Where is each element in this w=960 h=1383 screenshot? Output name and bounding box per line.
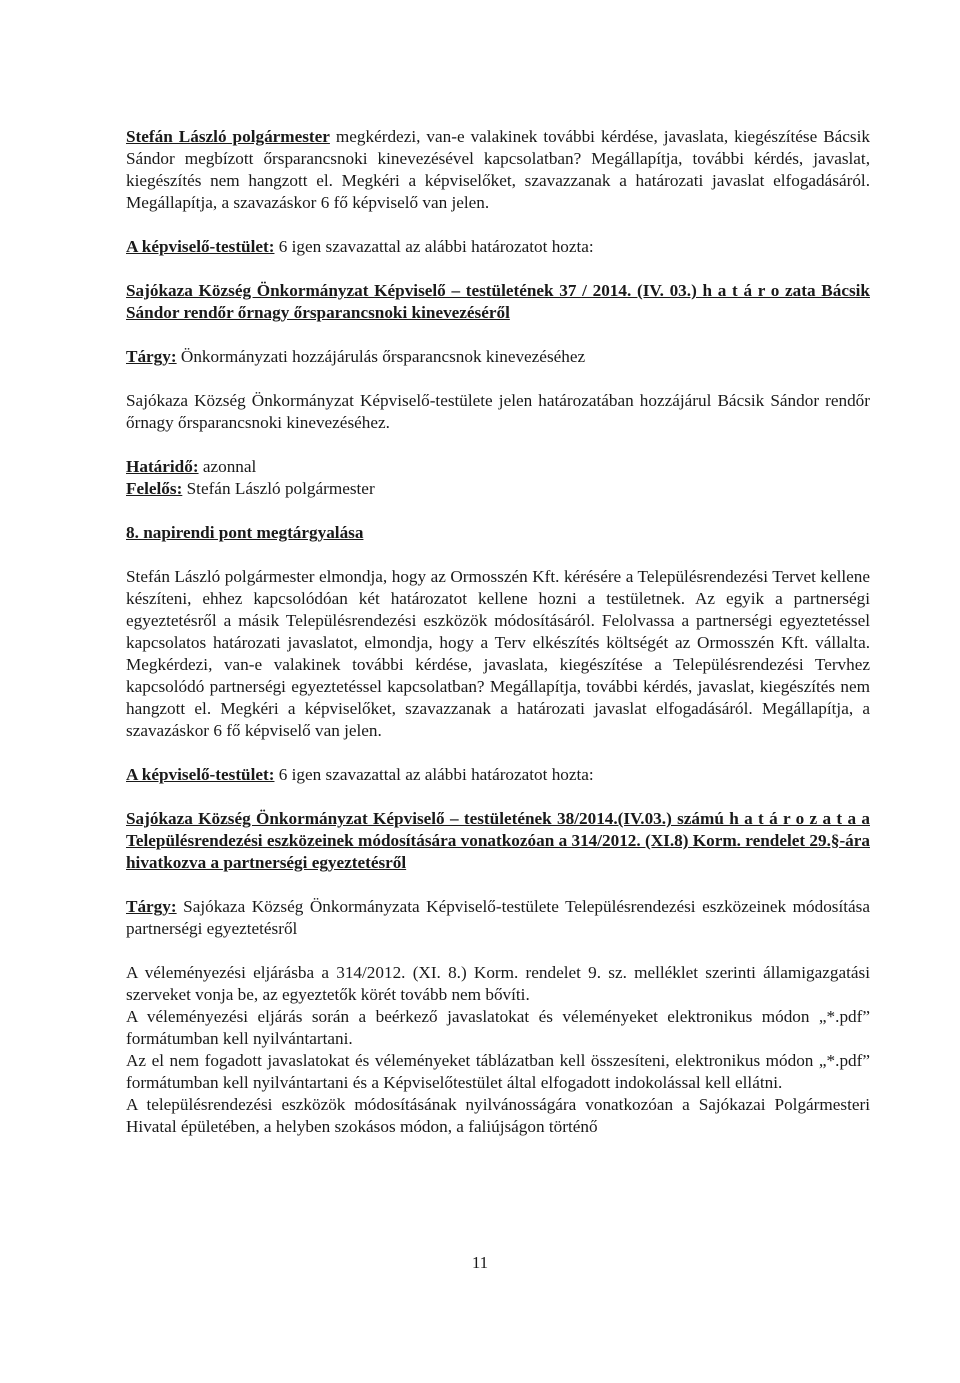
vote-line <box>126 764 870 786</box>
subject-label: Tárgy: <box>126 897 177 916</box>
deadline-text: azonnal <box>198 457 257 476</box>
deadline-line <box>126 456 870 478</box>
responsible-label: Felelős: <box>126 479 183 498</box>
speaker-name: Stefán László polgármester <box>126 127 330 146</box>
agenda-heading: 8. napirendi pont megtárgyalása <box>126 523 364 542</box>
paragraph-registry: A véleményezési eljárás során a beérkező javaslatokat és véleményeket elektronikus módon „*.pdf” formátumban kell nyilvántartani. <box>126 1007 870 1048</box>
paragraph-rejected: Az el nem fogadott javaslatokat és véleményeket táblázatban kell összesíteni, elektronikus módon „*.pdf” formátumban kell nyilvántartani és a Képviselőtestület által elfogadott indokolással kell ellátni. <box>126 1051 870 1092</box>
subject-label: Tárgy: <box>126 347 177 366</box>
subject-text: Sajókaza Község Önkormányzata Képviselő-testülete Településrendezési eszközeinek módosítása partnerségi egyeztetésről <box>126 897 870 938</box>
paragraph-text: megkérdezi, van-e valakinek további kérdése, javaslata, kiegészítése Bácsik Sándor megbízott őrsparancsnoki kinevezésével kapcsolatban? Megállapítja, további kérdés, javaslat, kiegészítés nem hangzott el. Megkéri a képviselőket, szavazzanak a határozati javaslat elfogadásáról. Megállapítja, a szavazáskor 6 fő képviselő van jelen. <box>126 127 870 212</box>
paragraph-consultation: A véleményezési eljárásba a 314/2012. (XI. 8.) Korm. rendelet 9. sz. melléklet szerinti államigazgatási szerveket vonja be, az egyeztetők körét tovább nem bővíti. <box>126 963 870 1004</box>
paragraph-publicity: A településrendezési eszközök módosításának nyilvánosságára vonatkozóan a Sajókazai Polgármesteri Hivatal épületében, a helyben szokásos módon, a faliújságon történő <box>126 1095 870 1136</box>
subject-line <box>126 346 870 368</box>
paragraph-question <box>126 126 870 214</box>
resolution-body: Sajókaza Község Önkormányzat Képviselő-testülete jelen határozatában hozzájárul Bácsik Sándor rendőr őrnagy őrsparancsnoki kinevezéséhez. <box>126 391 870 432</box>
resolution-title: Sajókaza Község Önkormányzat Képviselő – testületének 37 / 2014. (IV. 03.) h a t á r o zata Bácsik Sándor rendőr őrnagy őrsparancsnoki kinevezéséről <box>126 281 870 322</box>
responsible-text: Stefán László polgármester <box>182 479 375 498</box>
responsible-line <box>126 478 870 500</box>
vote-label: A képviselő-testület: <box>126 765 275 784</box>
page-number: 11 <box>471 1253 489 1272</box>
paragraph-discussion: Stefán László polgármester elmondja, hogy az Ormosszén Kft. kérésére a Településrendezési Tervet kellene készíteni, ehhez kapcsolódóan két határozatot kellene hozni a testületnek. Az egyik a partnerségi egyeztetésről a másik Településrendezési eszközök módosításáról. Felolvassa a partnerségi egyeztetéssel kapcsolatos határozati javaslatot, elmondja, hogy a Terv elkészítés költségét az Ormosszén Kft. vállalta. Megkérdezi, van-e valakinek további kérdése, javaslata, kiegészítése a Településrendezési Tervhez kapcsolódó partnerségi egyeztetéssel kapcsolatban? Megállapítja, további kérdés, javaslat, kiegészítés nem hangzott el. Megkéri a képviselőket, szavazzanak a határozati javaslat elfogadásáról. Megállapítja, a szavazáskor 6 fő képviselő van jelen. <box>126 567 870 740</box>
subject-line <box>126 896 870 940</box>
document-page <box>126 126 870 1138</box>
vote-text: 6 igen szavazattal az alábbi határozatot hozta: <box>274 765 594 784</box>
vote-label: A képviselő-testület: <box>126 237 275 256</box>
resolution-title: Sajókaza Község Önkormányzat Képviselő – testületének 38/2014.(IV.03.) számú h a t á r o z a t a a Településrendezési eszközeinek módosítására vonatkozóan a 314/2012. (XI.8) Korm. rendelet 29.§-ára hivatkozva a partnerségi egyeztetésről <box>126 809 870 872</box>
vote-line <box>126 236 870 258</box>
subject-text: Önkormányzati hozzájárulás őrsparancsnok kinevezéséhez <box>176 347 586 366</box>
deadline-label: Határidő: <box>126 457 199 476</box>
vote-text: 6 igen szavazattal az alábbi határozatot hozta: <box>274 237 594 256</box>
